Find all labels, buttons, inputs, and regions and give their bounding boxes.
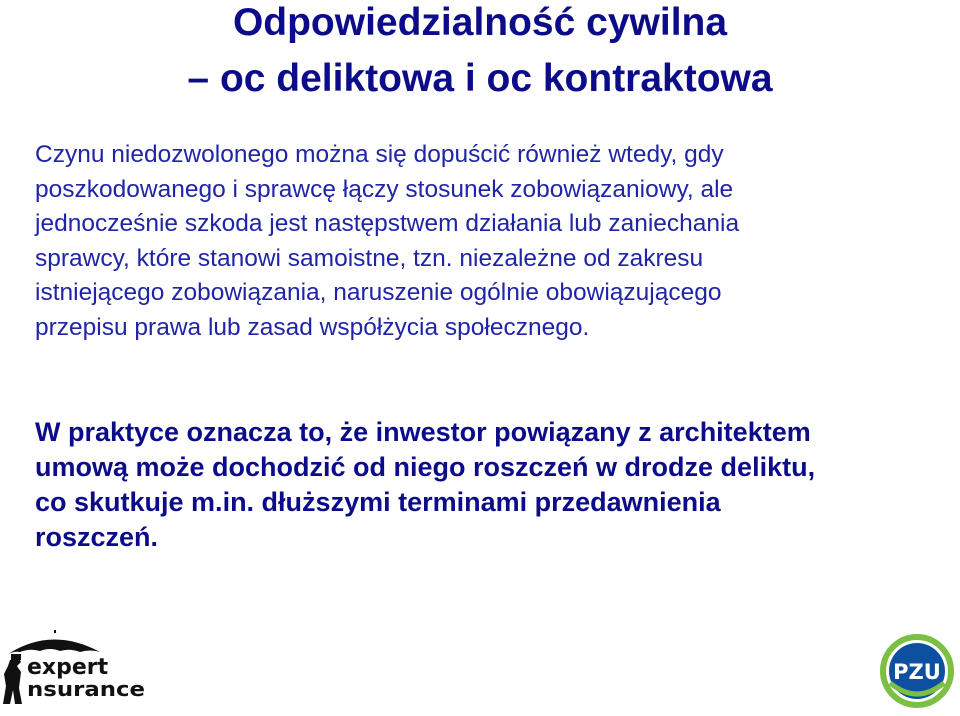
paragraph-line: umową może dochodzić od niego roszczeń w drodze deliktu, [35,452,816,482]
pzu-logo-icon [880,633,954,709]
paragraph-line: Czynu niedozwolonego można się dopuścić również wtedy, gdy [35,141,724,168]
pzu-logo [880,633,954,709]
paragraph-line: W praktyce oznacza to, że inwestor powiązany z architektem [35,417,811,447]
paragraph-line: przepisu prawa lub zasad współżycia społecznego. [35,313,590,341]
umbrella-man-icon [0,630,150,705]
expert-insurance-logo [0,630,150,705]
paragraph-line: poszkodowanego i sprawcę łączy stosunek zobowiązaniowy, ale [35,175,734,203]
paragraph-1 [35,138,940,345]
paragraph-line: co skutkuje m.in. dłuższymi terminami przedawnienia [35,487,721,517]
paragraph-line: jednocześnie szkoda jest następstwem działania lub zaniechania [35,210,740,237]
logo-word-1: expert [27,655,109,680]
paragraph-line: roszczeń. [35,522,159,552]
title-line-2: – oc deliktowa i oc kontraktowa [187,57,773,100]
paragraph-2 [35,415,940,555]
pzu-text: PZU [893,660,941,684]
paragraph-line: sprawcy, które stanowi samoistne, tzn. niezależne od zakresu [35,244,704,272]
paragraph-line: istniejącego zobowiązania, naruszenie ogólnie obowiązującego [35,279,722,306]
logo-word-2: nsurance [27,677,145,701]
title-line-1: Odpowiedzialność cywilna [232,1,728,44]
